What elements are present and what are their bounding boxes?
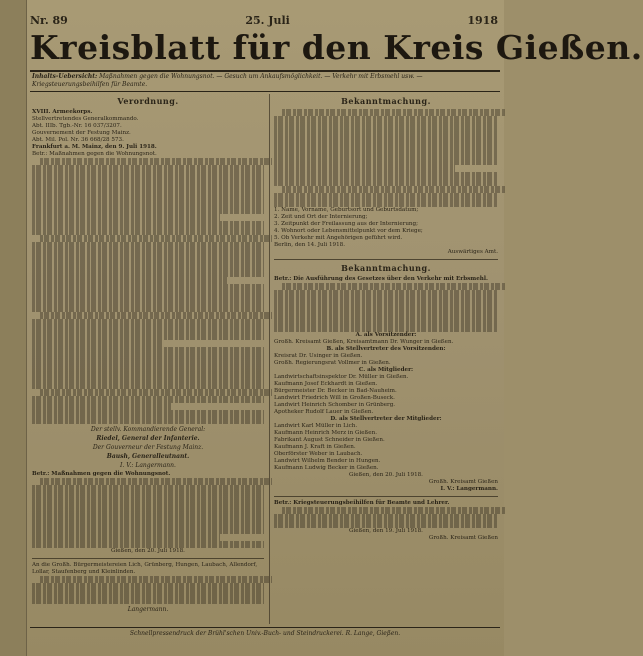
illegible-text-line bbox=[32, 228, 264, 235]
signature-line: Langermann. bbox=[127, 606, 169, 613]
notice-date: Gießen, den 20. Juli 1918. bbox=[111, 548, 185, 554]
illegible-text-line bbox=[32, 513, 264, 520]
intro-line: Stellvertretendes Generalkommando. bbox=[32, 116, 139, 122]
signature-line: I. V.: Langermann. bbox=[440, 486, 498, 492]
member-line: Kaufmann Ludwig Becker in Gießen. bbox=[274, 465, 379, 471]
illegible-text-line bbox=[274, 123, 498, 130]
illegible-text-line bbox=[274, 297, 498, 304]
member-heading: A. als Vorsitzender: bbox=[355, 332, 417, 338]
illegible-text-line bbox=[32, 298, 264, 305]
illegible-text-line bbox=[32, 249, 264, 256]
illegible-text-line bbox=[274, 116, 498, 123]
adjacent-page-margin bbox=[0, 0, 27, 656]
list-item: 3. Zeitpunkt der Freilassung aus der Internierung; bbox=[274, 221, 418, 227]
illegible-text-line bbox=[32, 179, 264, 186]
illegible-text-line bbox=[32, 382, 264, 389]
illegible-text-line bbox=[32, 597, 264, 604]
member-line: Bürgermeister Dr. Becker in Bad-Nauheim. bbox=[274, 388, 397, 394]
left-body-text bbox=[32, 158, 264, 424]
illegible-text-line bbox=[32, 506, 264, 513]
illegible-text-line bbox=[32, 305, 264, 312]
notice-heading: Betr.: Die Ausführung des Gesetzes über den Verkehr mit Erbsmehl. bbox=[274, 276, 488, 282]
illegible-text-line bbox=[32, 340, 164, 347]
member-line: Kaufmann J. Kraft in Gießen. bbox=[274, 444, 356, 450]
illegible-text-line bbox=[32, 499, 264, 506]
list-item: 5. Ob Verkehr mit Angehörigen geführt wird. bbox=[274, 235, 403, 241]
section-rule bbox=[274, 259, 498, 260]
illegible-text-line bbox=[32, 193, 264, 200]
signature-line: I. V.: Langermann. bbox=[120, 462, 176, 469]
illegible-text-line bbox=[32, 347, 264, 354]
member-line: Landwirtschaftsinspektor Dr. Müller in Gießen. bbox=[274, 374, 409, 380]
illegible-text-line bbox=[274, 193, 498, 200]
signature-line: Der stellv. Kommandierende General: bbox=[90, 426, 206, 433]
illegible-text-line bbox=[282, 283, 506, 290]
illegible-text-line bbox=[32, 527, 264, 534]
issue-date: 25. Juli bbox=[245, 14, 290, 27]
member-line: Kreisrat Dr. Usinger in Gießen. bbox=[274, 353, 363, 359]
illegible-text-line bbox=[32, 541, 264, 548]
illegible-text-line bbox=[40, 312, 272, 319]
office-line: Großh. Kreisamt Gießen bbox=[428, 535, 498, 541]
issue-number: Nr. 89 bbox=[30, 14, 68, 27]
left-body-text-2 bbox=[32, 478, 264, 548]
illegible-text-line bbox=[32, 492, 264, 499]
illegible-text-line bbox=[32, 403, 171, 410]
illegible-text-line bbox=[32, 326, 264, 333]
illegible-text-line bbox=[32, 410, 264, 417]
office-line: Großh. Kreisamt Gießen bbox=[428, 479, 498, 485]
office-line: Auswärtiges Amt. bbox=[447, 249, 498, 255]
printer-imprint: Schnellpressendruck der Brühl'schen Univ.-Buch- und Steindruckerei. R. Lange, Gießen. bbox=[129, 630, 401, 637]
illegible-text-line bbox=[274, 158, 498, 165]
illegible-text-line bbox=[40, 576, 272, 583]
illegible-text-line bbox=[32, 242, 264, 249]
member-line: Großh. Regierungsrat Vollmer in Gießen. bbox=[274, 360, 391, 366]
right-body-text-2 bbox=[274, 283, 498, 332]
illegible-text-line bbox=[274, 304, 498, 311]
illegible-text-line bbox=[32, 319, 264, 326]
list-item: 1. Name, Vorname, Geburtsort und Geburtsdatum; bbox=[274, 207, 419, 213]
illegible-text-line bbox=[274, 130, 498, 137]
illegible-text-line bbox=[274, 200, 498, 207]
illegible-text-line bbox=[32, 256, 264, 263]
illegible-text-line bbox=[282, 507, 506, 514]
notice-date: Gießen, den 20. Juli 1918. bbox=[349, 472, 423, 478]
illegible-text-line bbox=[32, 221, 264, 228]
illegible-text-line bbox=[32, 207, 264, 214]
illegible-text-line bbox=[274, 290, 498, 297]
illegible-text-line bbox=[32, 214, 220, 221]
right-title-2: Bekanntmachung. bbox=[341, 263, 431, 273]
illegible-text-line bbox=[32, 396, 264, 403]
left-column bbox=[32, 95, 264, 615]
member-line: Landwirt Karl Müller in Lich. bbox=[274, 423, 358, 429]
illegible-text-line bbox=[32, 375, 264, 382]
member-heading: B. als Stellvertreter des Vorsitzenden: bbox=[326, 346, 446, 352]
illegible-text-line bbox=[282, 186, 506, 193]
section-rule bbox=[274, 496, 498, 497]
member-line: Großh. Kreisamt Gießen, Kreisamtmann Dr. Wunger in Gießen. bbox=[274, 339, 454, 345]
signature-line: Der Gouverneur der Festung Mainz. bbox=[92, 444, 204, 451]
illegible-text-line bbox=[40, 158, 272, 165]
member-line: Fabrikant August Schneider in Gießen. bbox=[274, 437, 385, 443]
member-line: Landwirt Wilhelm Bender in Hungen. bbox=[274, 458, 381, 464]
illegible-text-line bbox=[274, 179, 498, 186]
illegible-text-line bbox=[32, 485, 264, 492]
illegible-text-line bbox=[32, 200, 264, 207]
masthead-title: Kreisblatt für den Kreis Gießen. bbox=[30, 28, 643, 67]
contents-summary: Inhalts-Uebersicht: Maßnahmen gegen die Wohnungsnot. — Gesuch um Ankaufsmöglichkeit. — Verkehr mit Erbsmehl usw. — Kriegsteuerungsbeihilfen für Beamte. bbox=[32, 73, 423, 88]
illegible-text-line bbox=[32, 534, 220, 541]
illegible-text-line bbox=[274, 151, 498, 158]
left-title: Verordnung. bbox=[117, 96, 179, 106]
signature-line: Riedel, General der Infanterie. bbox=[96, 435, 200, 442]
illegible-text-line bbox=[32, 263, 264, 270]
illegible-text-line bbox=[274, 311, 498, 318]
illegible-text-line bbox=[32, 520, 264, 527]
illegible-text-line bbox=[32, 417, 264, 424]
header-rule bbox=[30, 70, 500, 72]
issue-year: 1918 bbox=[467, 14, 498, 27]
illegible-text-line bbox=[40, 389, 272, 396]
section-rule bbox=[32, 558, 264, 559]
illegible-text-line bbox=[274, 137, 498, 144]
illegible-text-line bbox=[32, 333, 264, 340]
intro-line: Gouvernement der Festung Mainz. bbox=[32, 130, 131, 136]
member-line: Kaufmann Heinrich Merz in Gießen. bbox=[274, 430, 377, 436]
left-body-text-3 bbox=[32, 576, 264, 604]
illegible-text-line bbox=[32, 186, 264, 193]
illegible-text-line bbox=[274, 325, 498, 332]
column-divider bbox=[269, 94, 270, 624]
intro-line: Frankfurt a. M. Mainz, den 9. Juli 1918. bbox=[32, 144, 157, 150]
illegible-text-line bbox=[32, 284, 264, 291]
right-body-text-3 bbox=[274, 507, 498, 528]
member-line: Kaufmann Josef Eckhardt in Gießen. bbox=[274, 381, 378, 387]
notice-recipients: An die Großh. Bürgermeistereien Lich, Grünberg, Hungen, Laubach, Allendorf, Lollar, Staufenberg und Kleinlinden. bbox=[32, 562, 258, 575]
member-line: Oberförster Weber in Laubach. bbox=[274, 451, 363, 457]
right-body-text bbox=[274, 109, 498, 207]
list-item: 4. Wohnort oder Lebensmittelpunkt vor dem Kriege; bbox=[274, 228, 423, 234]
illegible-text-line bbox=[32, 165, 264, 172]
illegible-text-line bbox=[40, 478, 272, 485]
member-line: Landwirt Heinrich Schomber in Grünberg. bbox=[274, 402, 396, 408]
illegible-text-line bbox=[32, 354, 264, 361]
illegible-text-line bbox=[40, 235, 272, 242]
illegible-text-line bbox=[32, 583, 264, 590]
contents-rule bbox=[30, 91, 500, 92]
member-line: Apotheker Rudolf Lauer in Gießen. bbox=[274, 409, 374, 415]
intro-line: XVIII. Armeekorps. bbox=[32, 109, 93, 115]
illegible-text-line bbox=[32, 361, 264, 368]
notice-heading: Betr.: Kriegsteuerungsbeihilfen für Beamte und Lehrer. bbox=[274, 500, 450, 506]
illegible-text-line bbox=[32, 291, 264, 298]
footer-rule bbox=[30, 627, 500, 628]
illegible-text-line bbox=[274, 318, 498, 325]
member-heading: D. als Stellvertreter der Mitglieder: bbox=[330, 416, 442, 422]
list-item: 2. Zeit und Ort der Internierung; bbox=[274, 214, 368, 220]
illegible-text-line bbox=[274, 514, 498, 521]
illegible-text-line bbox=[282, 109, 506, 116]
notice-date: Gießen, den 19. Juli 1918. bbox=[349, 528, 423, 534]
notice-heading: Betr.: Maßnahmen gegen die Wohnungsnot. bbox=[32, 471, 171, 477]
intro-line: Abt. Mil. Pol. Nr. 36 668/28 573. bbox=[32, 137, 124, 143]
notice-date: Berlin, den 14. Juli 1918. bbox=[274, 242, 345, 248]
intro-line: Betr.: Maßnahmen gegen die Wohnungsnot. bbox=[32, 151, 157, 157]
signature-line: Baush, Generalleutnant. bbox=[106, 453, 190, 460]
illegible-text-line bbox=[32, 368, 264, 375]
member-line: Landwirt Friedrich Will in Großen-Buseck. bbox=[274, 395, 395, 401]
member-heading: C. als Mitglieder: bbox=[358, 367, 414, 373]
intro-line: Abt. IIIb. Tgb.-Nr. 16 037/3207. bbox=[32, 123, 122, 129]
illegible-text-line bbox=[32, 590, 264, 597]
right-title-1: Bekanntmachung. bbox=[341, 96, 431, 106]
illegible-text-line bbox=[274, 521, 498, 528]
illegible-text-line bbox=[32, 277, 227, 284]
illegible-text-line bbox=[32, 172, 264, 179]
illegible-text-line bbox=[274, 144, 498, 151]
illegible-text-line bbox=[274, 172, 498, 179]
illegible-text-line bbox=[32, 270, 264, 277]
right-column bbox=[274, 95, 498, 542]
illegible-text-line bbox=[274, 165, 455, 172]
